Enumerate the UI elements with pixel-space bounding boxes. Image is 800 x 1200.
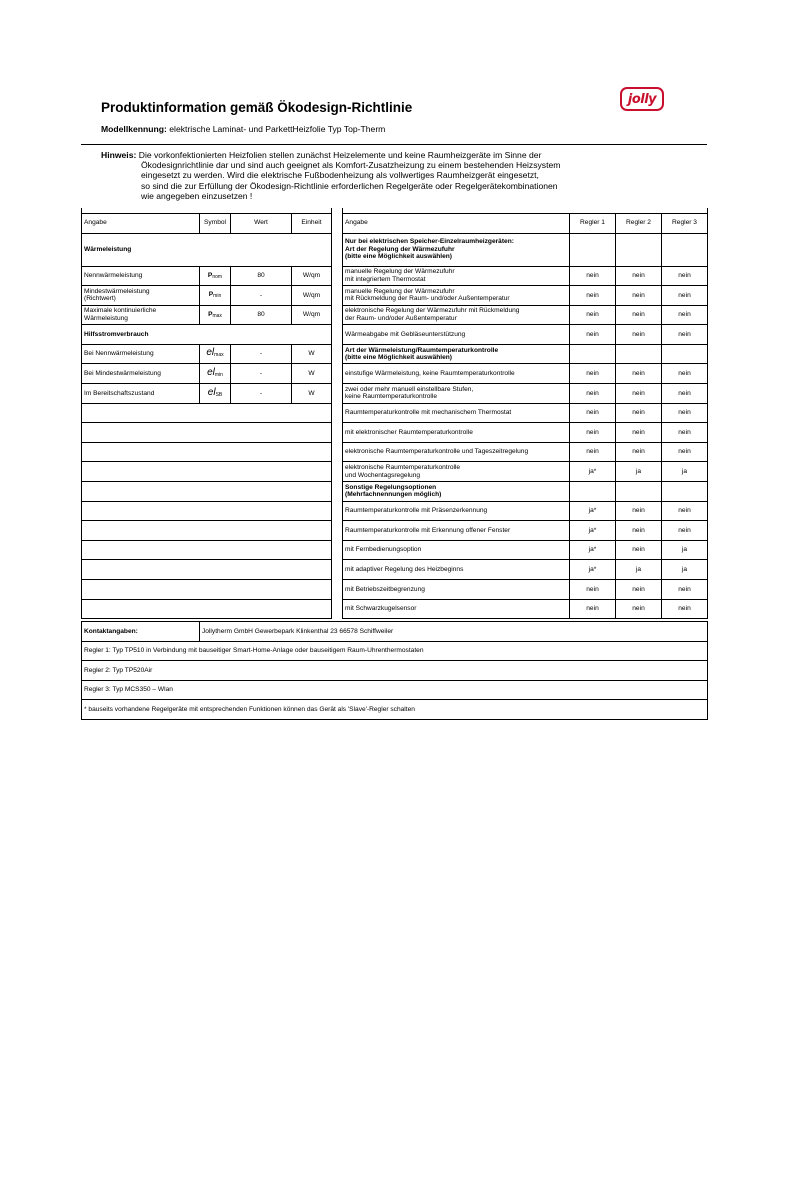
left-empty-cell [82,540,332,560]
symbol-sub: min [214,371,223,378]
table-row [82,521,708,541]
column-gap [332,423,343,443]
table-row [82,482,708,502]
left-angabe: Wärmeleistung [82,233,332,266]
symbol-cell [200,364,231,384]
einheit-cell: W [292,384,332,404]
table-row [82,462,708,482]
right-angabe: manuelle Regelung der Wärmezufuhr mit Rückmeldung der Raum- und/oder Außentemperatur [343,286,570,306]
left-empty-cell [82,442,332,462]
header-regler-1: Regler 1 [570,213,616,233]
regler-3-value: nein [662,266,708,286]
regler-3-value: nein [662,403,708,423]
symbol-cell [200,384,231,404]
regler-2-value: nein [616,540,662,560]
jolly-logo [620,87,664,111]
regler-2-value: nein [616,266,662,286]
symbol-cell [200,305,231,325]
regler-3-value: ja [662,540,708,560]
note-row [82,661,708,681]
note-row [82,700,708,720]
regler-1-value: nein [570,599,616,619]
regler-1-value: nein [570,325,616,345]
regler-2-value: nein [616,580,662,600]
left-empty-cell [82,560,332,580]
table-row [82,540,708,560]
regler-1-value: nein [570,442,616,462]
regler-1-value: nein [570,384,616,404]
column-gap [332,344,343,364]
wert-cell: 80 [231,266,292,286]
regler-2-value: nein [616,599,662,619]
table-row [82,266,708,286]
left-empty-cell [82,482,332,502]
einheit-cell: W/qm [292,286,332,306]
header-einheit: Einheit [292,213,332,233]
column-gap [332,462,343,482]
table-row [82,580,708,600]
regler-2-value: ja [616,462,662,482]
einheit-cell: W/qm [292,266,332,286]
note-row [82,680,708,700]
header-divider [81,144,707,145]
right-angabe: Nur bei elektrischen Speicher-Einzelraumheizgeräten: Art der Regelung der Wärmezufuhr (bitte eine Möglichkeit auswählen) [343,233,570,266]
right-angabe: elektronische Raumtemperaturkontrolle und Wochentagsregelung [343,462,570,482]
left-empty-cell [82,403,332,423]
einheit-cell: W/qm [292,305,332,325]
symbol-sub: max [212,312,222,319]
header-regler-2: Regler 2 [616,213,662,233]
einheit-cell: W [292,344,332,364]
regler-3-value: nein [662,599,708,619]
hint-block [101,150,701,201]
symbol-cell [200,286,231,306]
hint-line-2: Ökodesignrichtlinie dar und sind auch geeignet als Komfort-Zusatzheizung zu einem bestehenden Heizsystem [141,160,561,171]
regler-1-value: nein [570,403,616,423]
column-gap [332,599,343,619]
right-angabe: Raumtemperaturkontrolle mit Präsenzerkennung [343,501,570,521]
column-gap [332,580,343,600]
einheit-cell: W [292,364,332,384]
symbol-sub: nom [212,273,223,280]
page-title: Produktinformation gemäß Ökodesign-Richtlinie [101,100,413,115]
header-gap [332,213,343,233]
right-angabe: zwei oder mehr manuell einstellbare Stufen, keine Raumtemperaturkontrolle [343,384,570,404]
column-gap [332,233,343,266]
header-symbol: Symbol [200,213,231,233]
column-gap [332,305,343,325]
regler-2-value: nein [616,442,662,462]
ecodesign-table [81,208,708,619]
right-angabe: Wärmeabgabe mit Gebläseunterstützung [343,325,570,345]
symbol-sub: min [213,293,222,300]
column-gap [332,482,343,502]
table-row [82,599,708,619]
column-gap [332,560,343,580]
regler-3-value: nein [662,521,708,541]
regler-1-value: nein [570,580,616,600]
regler-2-value: nein [616,305,662,325]
left-angabe: Maximale kontinuierliche Wärmeleistung [82,305,200,325]
hint-line-4: so sind die zur Erfüllung der Ökodesign-Richtlinie erforderlichen Regelgeräte oder Regelgerätekombinationen [141,180,558,191]
right-angabe: mit elektronischer Raumtemperaturkontrolle [343,423,570,443]
regler-3-value: nein [662,501,708,521]
header-angabe-right: Angabe [343,213,570,233]
right-angabe: einstufige Wärmeleistung, keine Raumtemperaturkontrolle [343,364,570,384]
symbol-sub: max [214,352,224,359]
left-angabe: Mindestwärmeleistung (Richtwert) [82,286,200,306]
left-empty-cell [82,462,332,482]
regler-2-value: nein [616,325,662,345]
regler-1-value: ja* [570,501,616,521]
regler-2-value: nein [616,501,662,521]
right-angabe: mit adaptiver Regelung des Heizbeginns [343,560,570,580]
regler-3-value: ja [662,560,708,580]
left-angabe: Hilfsstromverbrauch [82,325,332,345]
contact-notes-table [81,621,708,720]
column-gap [332,501,343,521]
regler-1-value [570,482,616,502]
right-angabe: elektronische Regelung der Wärmezufuhr mit Rückmeldung der Raum- und/oder Außentemperatur [343,305,570,325]
regler-3-value [662,482,708,502]
regler-1-value: nein [570,266,616,286]
left-angabe: Nennwärmeleistung [82,266,200,286]
regler-1-value: ja* [570,540,616,560]
right-angabe: mit Schwarzkugelsensor [343,599,570,619]
regler-3-value: nein [662,286,708,306]
right-angabe: elektronische Raumtemperaturkontrolle und Tageszeitregelung [343,442,570,462]
left-empty-cell [82,580,332,600]
note-regler-3: Regler 3: Typ MCS350 – Wlan [82,680,708,700]
header-regler-3: Regler 3 [662,213,708,233]
table-row [82,233,708,266]
wert-cell: - [231,384,292,404]
column-gap [332,403,343,423]
contact-row [82,622,708,642]
table-row [82,364,708,384]
regler-2-value [616,233,662,266]
header-wert: Wert [231,213,292,233]
symbol-main: P [207,271,213,279]
contact-label: Kontaktangaben: [82,622,200,642]
regler-3-value: nein [662,384,708,404]
note-row [82,641,708,661]
hint-line-5: wie angegeben einzusetzen ! [141,190,253,201]
regler-2-value: nein [616,364,662,384]
right-angabe: Raumtemperaturkontrolle mit Erkennung offener Fenster [343,521,570,541]
column-gap [332,384,343,404]
wert-cell: - [231,364,292,384]
left-angabe: Im Bereitschaftszustand [82,384,200,404]
symbol-main: el [206,347,215,359]
table-row [82,403,708,423]
symbol-cell [200,344,231,364]
wert-cell: 80 [231,305,292,325]
regler-1-value: nein [570,305,616,325]
regler-3-value: ja [662,462,708,482]
regler-2-value: ja [616,560,662,580]
logo-text: jolly [627,91,657,107]
regler-1-value: nein [570,286,616,306]
symbol-main: P [208,291,214,299]
column-gap [332,266,343,286]
regler-2-value: nein [616,403,662,423]
regler-2-value [616,344,662,364]
regler-1-value [570,233,616,266]
symbol-cell [200,266,231,286]
hint-line-1: Die vorkonfektionierten Heizfolien stellen zunächst Heizelemente und keine Raumheizgeräte im Sinne der [136,150,542,160]
table-row [82,384,708,404]
column-gap [332,442,343,462]
right-angabe: mit Fernbedienungsoption [343,540,570,560]
header-angabe-left: Angabe [82,213,200,233]
right-angabe: Sonstige Regelungsoptionen (Mehrfachnennungen möglich) [343,482,570,502]
table-row [82,501,708,521]
regler-1-value [570,344,616,364]
column-gap [332,364,343,384]
table-row [82,305,708,325]
left-angabe: Bei Nennwärmeleistung [82,344,200,364]
regler-2-value: nein [616,286,662,306]
regler-1-value: ja* [570,560,616,580]
left-empty-cell [82,501,332,521]
regler-3-value: nein [662,423,708,443]
right-angabe: mit Betriebszeitbegrenzung [343,580,570,600]
model-identifier [101,124,385,134]
table-row [82,442,708,462]
regler-3-value: nein [662,305,708,325]
column-gap [332,540,343,560]
table-header-row [82,213,708,233]
regler-3-value: nein [662,325,708,345]
regler-1-value: ja* [570,521,616,541]
right-angabe: Art der Wärmeleistung/Raumtemperaturkontrolle (bitte eine Möglichkeit auswählen) [343,344,570,364]
column-gap [332,521,343,541]
model-value: elektrische Laminat- und ParkettHeizfolie Typ Top-Therm [166,124,386,134]
left-empty-cell [82,423,332,443]
regler-2-value: nein [616,384,662,404]
note-regler-1: Regler 1: Typ TP510 in Verbindung mit bauseitiger Smart-Home-Anlage oder bauseitigem Raum-Uhrenthermostaten [82,641,708,661]
left-empty-cell [82,521,332,541]
regler-1-value: nein [570,364,616,384]
symbol-main: P [208,310,213,318]
table-row [82,286,708,306]
symbol-main: el [207,366,215,378]
model-label: Modellkennung: [101,124,167,134]
symbol-sub: SB [215,391,223,398]
regler-3-value [662,344,708,364]
table-row [82,560,708,580]
regler-3-value: nein [662,580,708,600]
column-gap [332,325,343,345]
right-angabe: Raumtemperaturkontrolle mit mechanischem Thermostat [343,403,570,423]
regler-2-value: nein [616,521,662,541]
table-row [82,325,708,345]
table-row [82,423,708,443]
contact-value: Jollytherm GmbH Gewerbepark Klinkenthal 23 66578 Schiffweiler [200,622,708,642]
regler-2-value: nein [616,423,662,443]
symbol-main: el [207,386,216,398]
wert-cell: - [231,344,292,364]
left-angabe: Bei Mindestwärmeleistung [82,364,200,384]
left-empty-cell [82,599,332,619]
regler-3-value: nein [662,364,708,384]
note-slave: * bauseits vorhandene Regelgeräte mit entsprechenden Funktionen können das Gerät als 'Slave'-Regler schalten [82,700,708,720]
regler-3-value: nein [662,442,708,462]
table-row [82,344,708,364]
note-regler-2: Regler 2: Typ TP520Air [82,661,708,681]
hint-line-3: eingesetzt zu werden. Wird die elektrische Fußbodenheizung als vollwertiges Raumheizgerät eingesetzt, [141,170,539,181]
regler-2-value [616,482,662,502]
regler-1-value: ja* [570,462,616,482]
regler-1-value: nein [570,423,616,443]
hint-label: Hinweis: [101,150,137,160]
column-gap [332,286,343,306]
wert-cell: - [231,286,292,306]
right-angabe: manuelle Regelung der Wärmezufuhr mit integriertem Thermostat [343,266,570,286]
regler-3-value [662,233,708,266]
